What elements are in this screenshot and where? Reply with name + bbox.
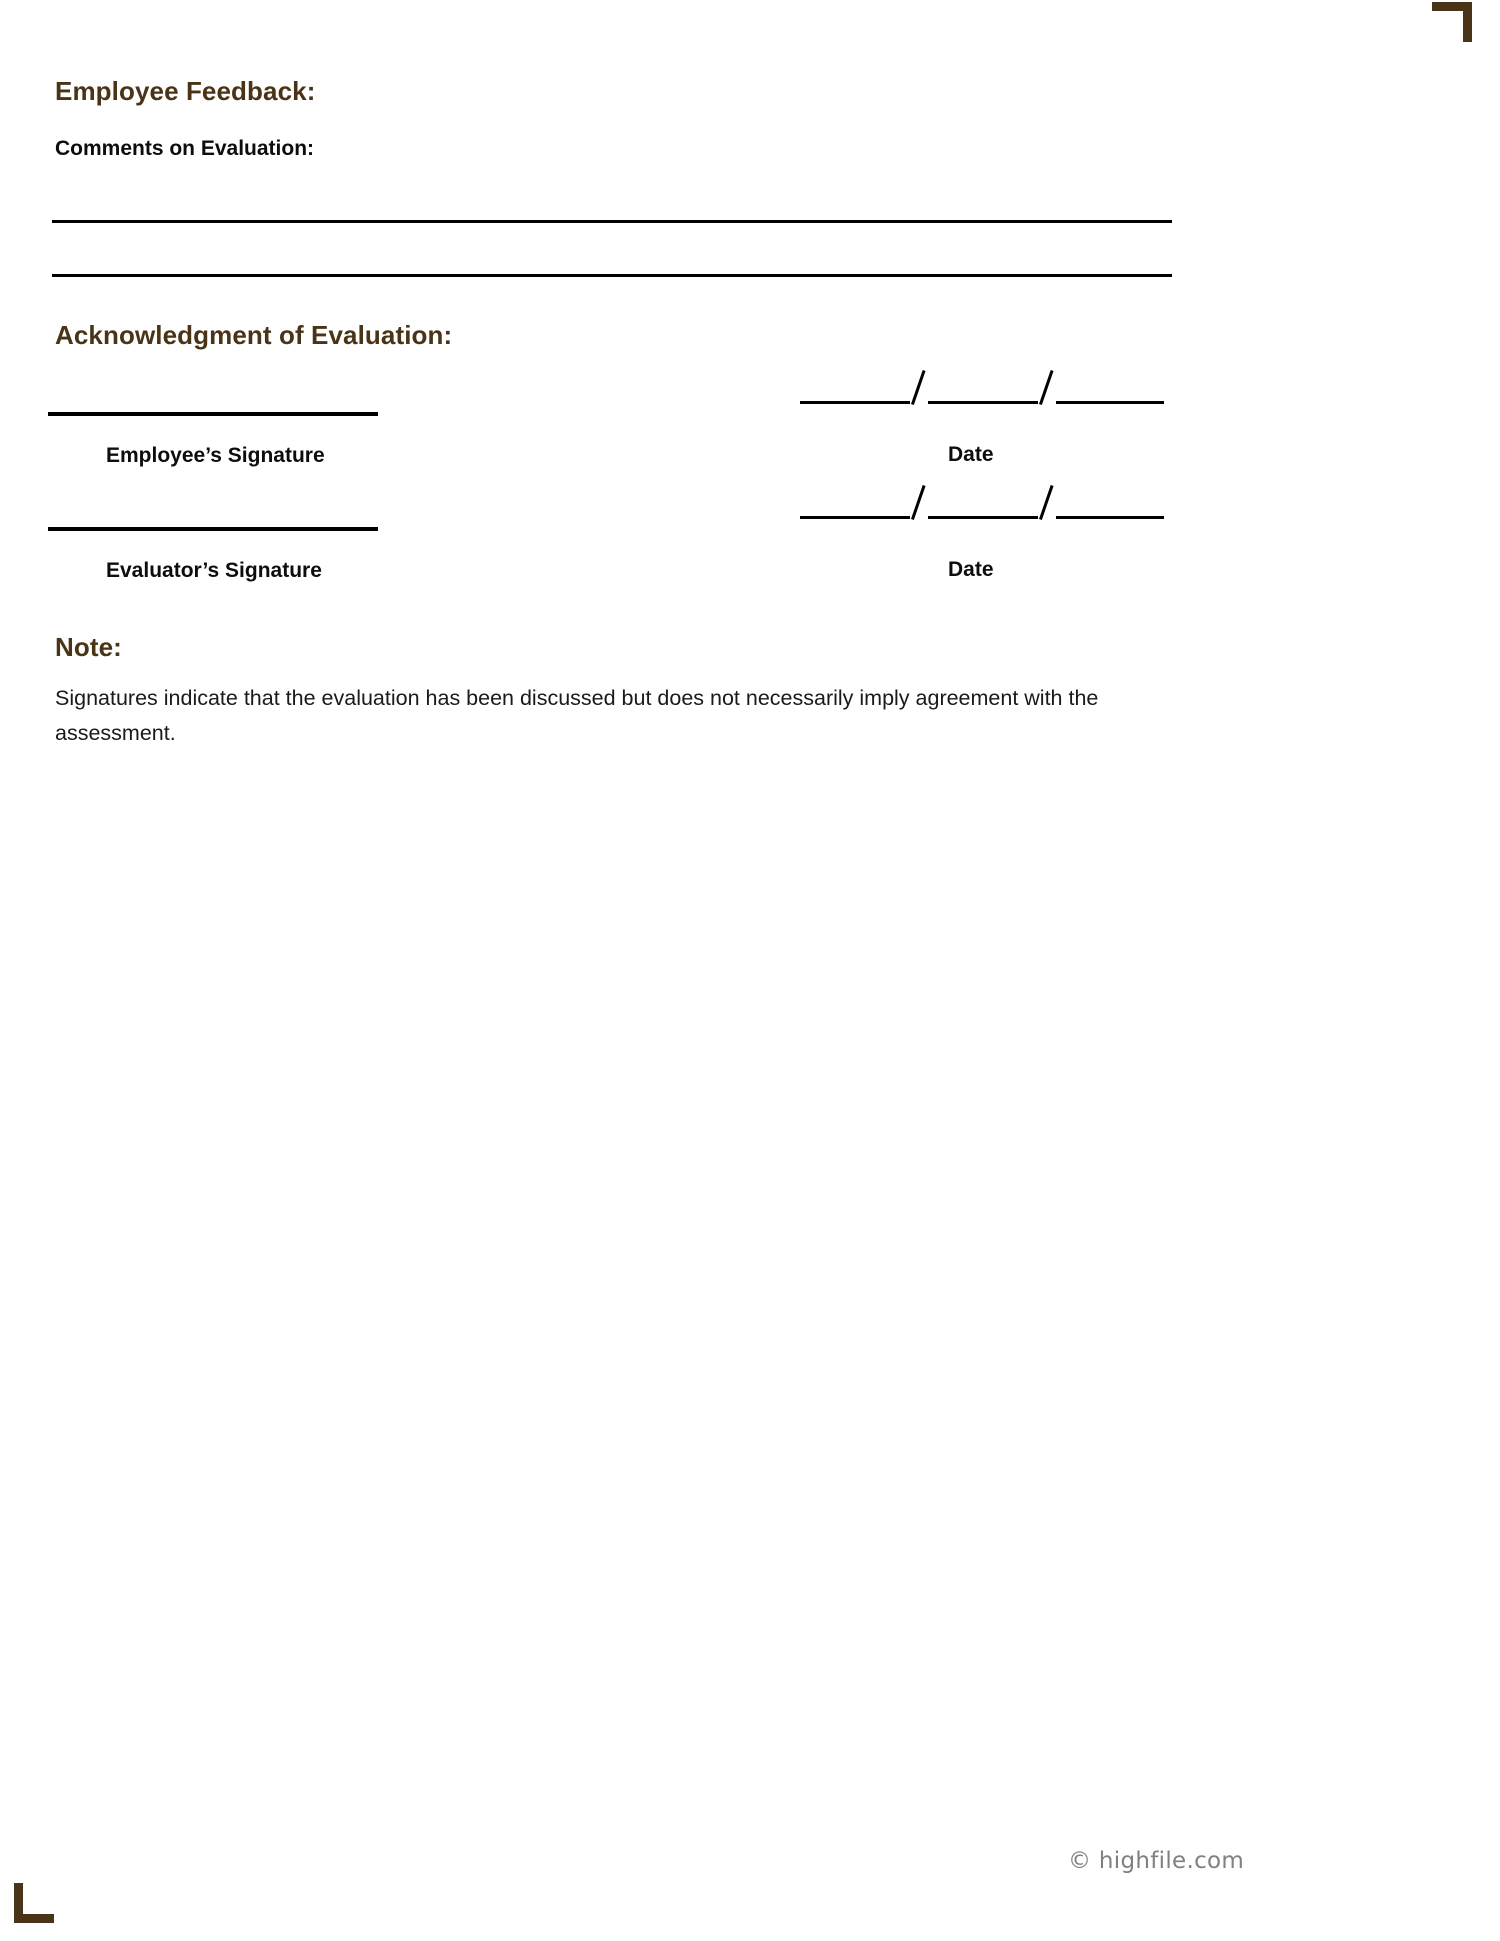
comments-on-evaluation-label: Comments on Evaluation: [55,137,315,160]
date-year-blank[interactable] [1056,516,1164,519]
date-slash-icon [1038,370,1056,404]
employee-feedback-heading: Employee Feedback: [55,76,316,106]
date-day-blank[interactable] [928,516,1038,519]
evaluator-date-field[interactable] [800,485,1164,519]
employee-signature-line[interactable] [48,412,378,416]
crop-mark-vertical-bar [14,1883,23,1923]
comments-blank-line-2[interactable] [52,274,1172,277]
comments-blank-line-1[interactable] [52,220,1172,223]
note-body-text: Signatures indicate that the evaluation has been discussed but does not necessarily imply agreement with the assessment. [55,686,1099,745]
acknowledgment-heading: Acknowledgment of Evaluation: [55,320,453,350]
employee-signature-caption: Employee’s Signature [106,444,325,467]
date-slash-icon [1038,485,1056,519]
date-year-blank[interactable] [1056,401,1164,404]
crop-mark-vertical-bar [1463,2,1472,42]
footer-copyright: © highfile.com [1068,1848,1245,1874]
date-month-blank[interactable] [800,401,910,404]
evaluator-date-caption: Date [948,558,994,581]
crop-mark-top-right-icon [1432,2,1472,42]
employee-date-caption: Date [948,443,994,466]
date-month-blank[interactable] [800,516,910,519]
evaluator-signature-caption: Evaluator’s Signature [106,559,322,582]
date-day-blank[interactable] [928,401,1038,404]
crop-mark-bottom-left-icon [14,1883,54,1923]
evaluator-signature-line[interactable] [48,527,378,531]
date-slash-icon [910,370,928,404]
employee-date-field[interactable] [800,370,1164,404]
note-heading: Note: [55,632,122,662]
date-slash-icon [910,485,928,519]
